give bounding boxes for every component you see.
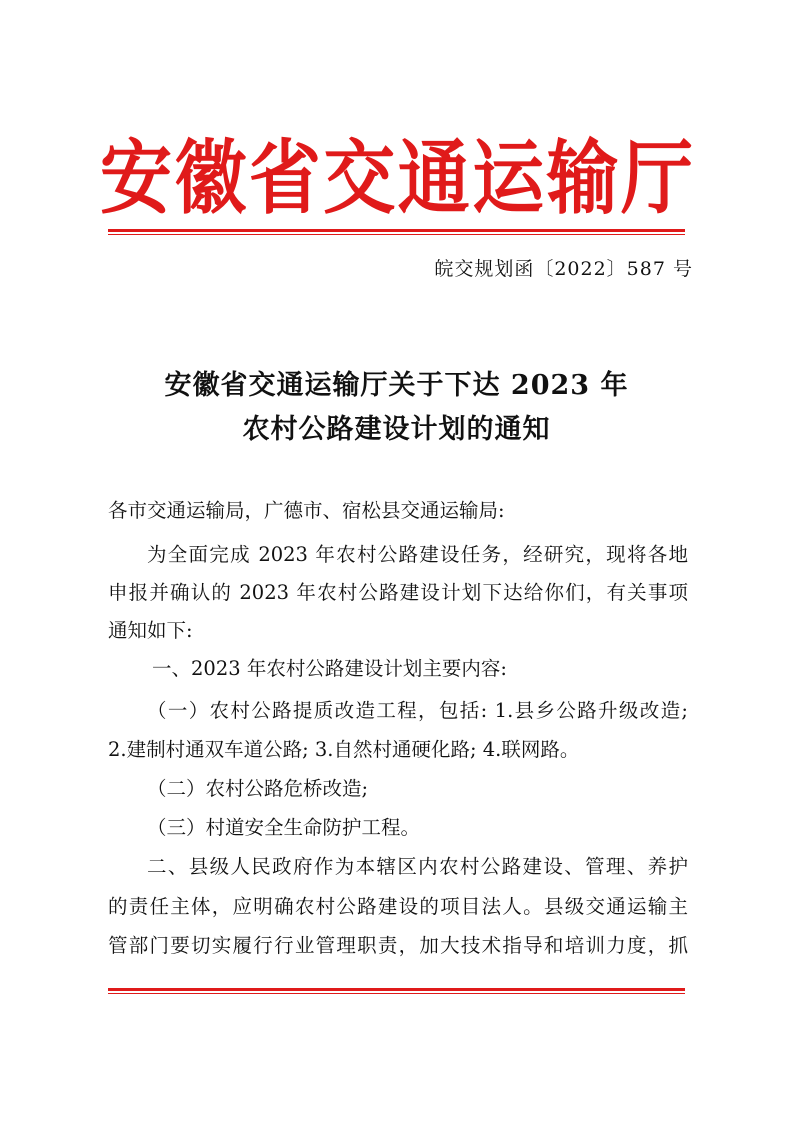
- header-red-rule: [108, 229, 685, 235]
- masthead-char: 安: [100, 130, 173, 226]
- paragraph-line: 管部门要切实履行行业管理职责，加大技术指导和培训力度，抓: [108, 934, 688, 957]
- masthead-char: 运: [472, 130, 545, 226]
- section-heading: 一、2023 年农村公路建设计划主要内容:: [152, 657, 507, 680]
- masthead-char: 徽: [174, 130, 247, 226]
- masthead: [100, 132, 693, 224]
- masthead-char: 通: [397, 130, 470, 226]
- salutation: 各市交通运输局，广德市、宿松县交通运输局:: [108, 499, 505, 522]
- list-item: （二）农村公路危桥改造;: [147, 777, 369, 800]
- title-line-2: 农村公路建设计划的通知: [242, 414, 551, 445]
- list-item: （三）村道安全生命防护工程。: [147, 816, 421, 839]
- paragraph-line: 申报并确认的 2023 年农村公路建设计划下达给你们，有关事项: [108, 581, 688, 604]
- masthead-char: 省: [248, 130, 321, 226]
- paragraph-line: （一）农村公路提质改造工程，包括: 1.县乡公路升级改造;: [147, 699, 688, 722]
- paragraph-line: 通知如下:: [108, 619, 193, 642]
- title-line-1: 安徽省交通运输厅关于下达 2023 年: [164, 370, 629, 401]
- paragraph-line: 二、县级人民政府作为本辖区内农村公路建设、管理、养护: [147, 855, 688, 878]
- paragraph-line: 为全面完成 2023 年农村公路建设任务，经研究，现将各地: [147, 543, 688, 566]
- masthead-char: 交: [323, 130, 396, 226]
- document-number: 皖交规划函〔2022〕587 号: [434, 258, 693, 280]
- paragraph-line: 的责任主体，应明确农村公路建设的项目法人。县级交通运输主: [108, 895, 688, 918]
- masthead-char: 输: [546, 130, 619, 226]
- masthead-char: 厅: [620, 130, 693, 226]
- paragraph-line: 2.建制村通双车道公路; 3.自然村通硬化路; 4.联网路。: [108, 738, 580, 761]
- footer-red-rule: [108, 988, 685, 994]
